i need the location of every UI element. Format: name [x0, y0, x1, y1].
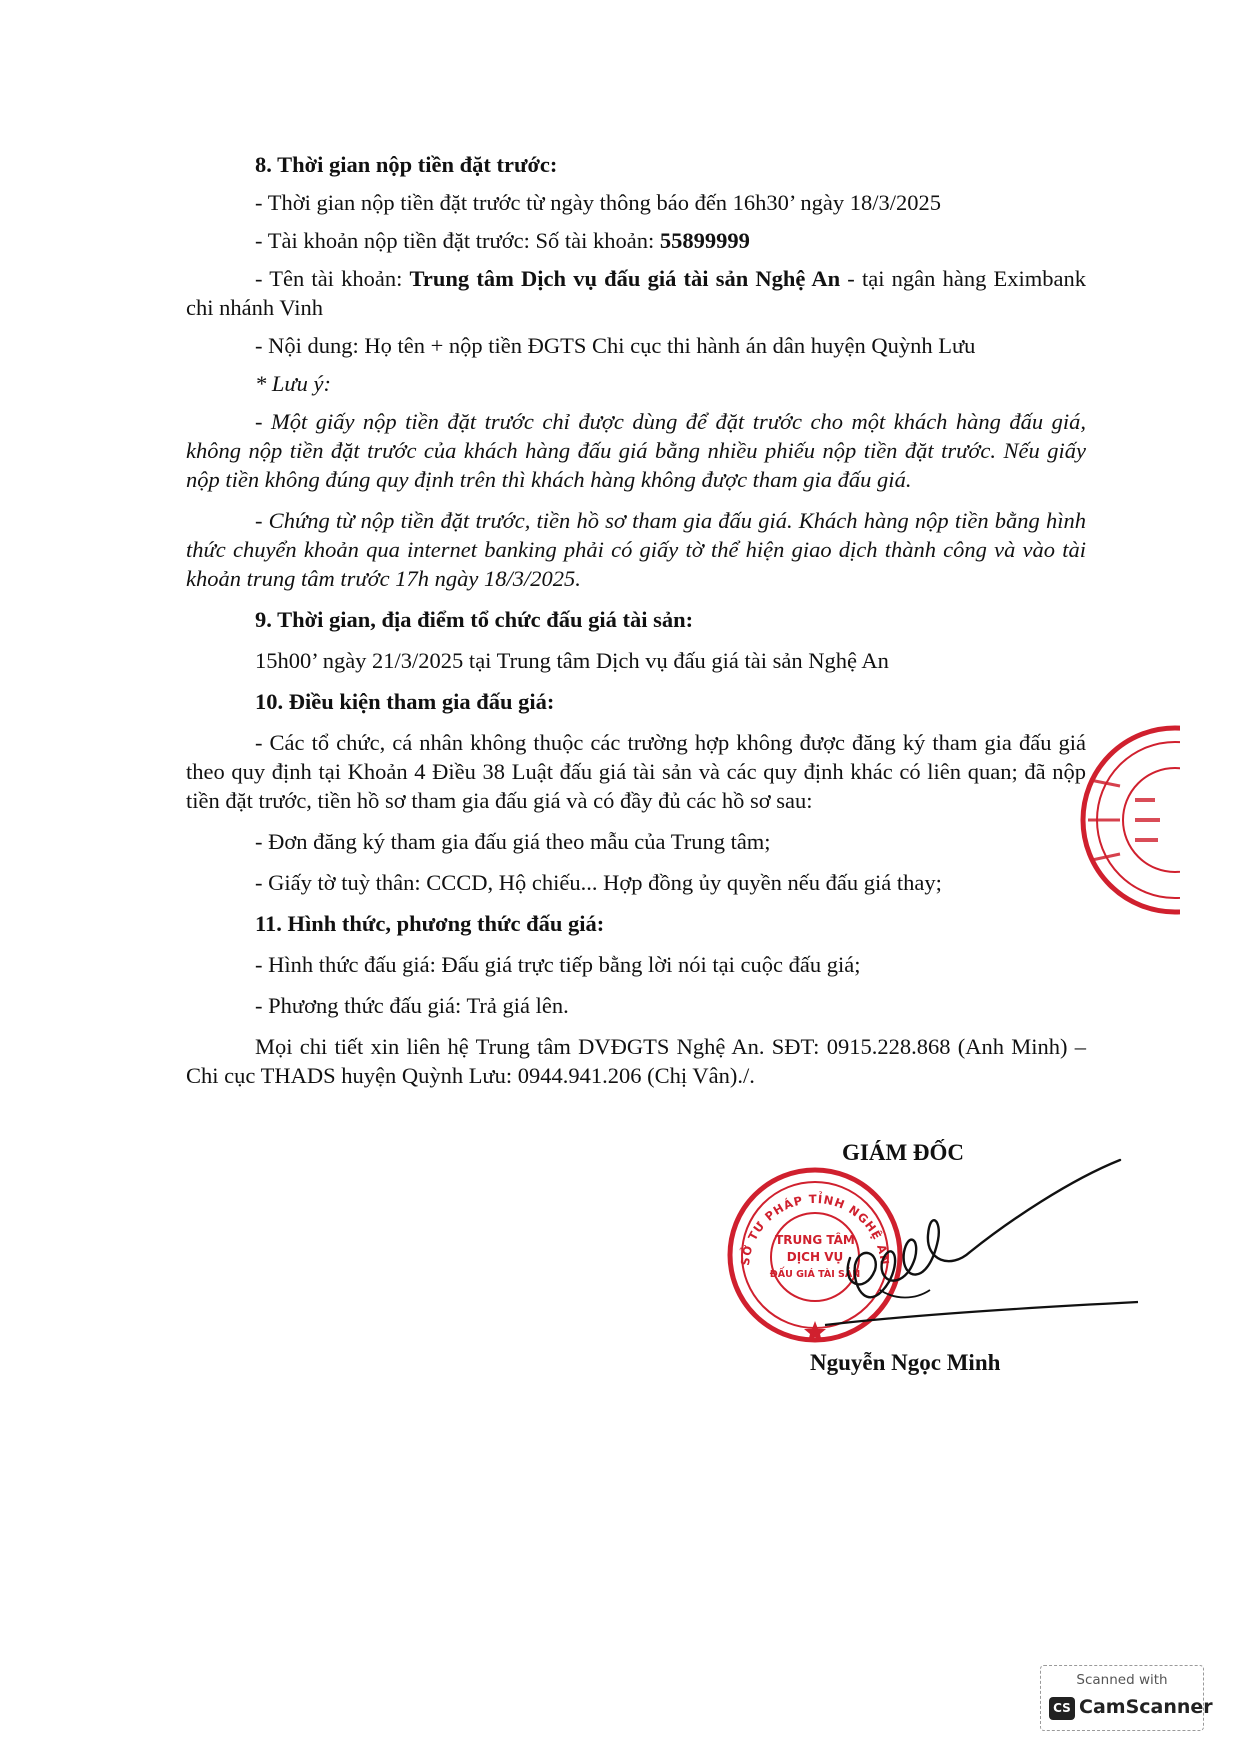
- eligibility-item-1: - Đơn đăng ký tham gia đấu giá theo mẫu của Trung tâm;: [255, 829, 771, 854]
- document-body: [186, 150, 1086, 1090]
- deposit-account-line: [186, 226, 1086, 255]
- deposit-account-number: 55899999: [659, 228, 750, 253]
- account-name-line: [186, 264, 1086, 322]
- eligibility-item-2: - Giấy tờ tuỳ thân: CCCD, Hộ chiếu... Hợp đồng ủy quyền nếu đấu giá thay;: [255, 870, 942, 895]
- side-seal-stamp: [1080, 720, 1180, 920]
- note-paragraph-1: - Một giấy nộp tiền đặt trước chỉ được dùng để đặt trước cho một khách hàng đấu giá, không nộp tiền đặt trước của khách hàng đấu giá bằng nhiều phiếu nộp tiền đặt trước. Nếu giấy nộp tiền không đúng quy định trên thì khách hàng không được tham gia đấu giá.: [186, 409, 1086, 492]
- seal-line-3: ĐẤU GIÁ TÀI SẢN: [769, 1269, 861, 1280]
- section-8-title: 8. Thời gian nộp tiền đặt trước:: [255, 152, 558, 177]
- note-title: * Lưu ý:: [255, 371, 332, 396]
- eligibility-paragraph: - Các tổ chức, cá nhân không thuộc các trường hợp không được đăng ký tham gia đấu giá theo quy định tại Khoản 4 Điều 38 Luật đấu giá tài sản và các quy định khác có liên quan; đã nộp tiền đặt trước, tiền hồ sơ tham gia đấu giá và có đầy đủ các hồ sơ sau:: [186, 730, 1086, 813]
- camscanner-logo-icon: CS: [1049, 1697, 1075, 1720]
- payment-content-line: - Nội dung: Họ tên + nộp tiền ĐGTS Chi cục thi hành án dân huyện Quỳnh Lưu: [255, 333, 976, 358]
- note-paragraph-2: - Chứng từ nộp tiền đặt trước, tiền hồ sơ tham gia đấu giá. Khách hàng nộp tiền bằng hình thức chuyển khoản qua internet banking phải có giấy tờ thể hiện giao dịch thành công và vào tài khoản trung tâm trước 17h ngày 18/3/2025.: [186, 508, 1086, 591]
- contact-paragraph: Mọi chi tiết xin liên hệ Trung tâm DVĐGTS Nghệ An. SĐT: 0915.228.868 (Anh Minh) – Chi cục THADS huyện Quỳnh Lưu: 0944.941.206 (Chị Vân)./.: [186, 1034, 1086, 1088]
- section-11-title: 11. Hình thức, phương thức đấu giá:: [255, 911, 605, 936]
- seal-line-2: DỊCH VỤ: [786, 1250, 844, 1264]
- account-name-label: - Tên tài khoản:: [255, 266, 410, 291]
- section-10-title: 10. Điều kiện tham gia đấu giá:: [255, 689, 555, 714]
- auction-form-line: - Hình thức đấu giá: Đấu giá trực tiếp bằng lời nói tại cuộc đấu giá;: [255, 952, 861, 977]
- camscanner-name: CamScanner: [1079, 1696, 1213, 1718]
- auction-method-line: - Phương thức đấu giá: Trả giá lên.: [255, 993, 569, 1018]
- deposit-time-line: - Thời gian nộp tiền đặt trước từ ngày thông báo đến 16h30’ ngày 18/3/2025: [255, 190, 941, 215]
- account-name-rest: - tại ngân hàng Eximbank chi nhánh Vinh: [186, 266, 1086, 320]
- section-9-title: 9. Thời gian, địa điểm tổ chức đấu giá tài sản:: [255, 607, 694, 632]
- seal-line-1: TRUNG TÂM: [775, 1233, 855, 1247]
- handwritten-signature: [820, 1140, 1140, 1360]
- camscanner-caption: Scanned with: [1076, 1672, 1168, 1688]
- auction-time-place-line: 15h00’ ngày 21/3/2025 tại Trung tâm Dịch vụ đấu giá tài sản Nghệ An: [255, 648, 889, 673]
- deposit-account-label: - Tài khoản nộp tiền đặt trước: Số tài khoản:: [255, 228, 660, 253]
- account-name-value: Trung tâm Dịch vụ đấu giá tài sản Nghệ An: [409, 266, 841, 291]
- signer-role: GIÁM ĐỐC: [842, 1140, 965, 1165]
- camscanner-watermark: [1040, 1665, 1213, 1731]
- signer-name: Nguyễn Ngọc Minh: [810, 1350, 1001, 1375]
- seal-outer-text: SỞ TƯ PHÁP TỈNH NGHỆ AN: [737, 1191, 893, 1267]
